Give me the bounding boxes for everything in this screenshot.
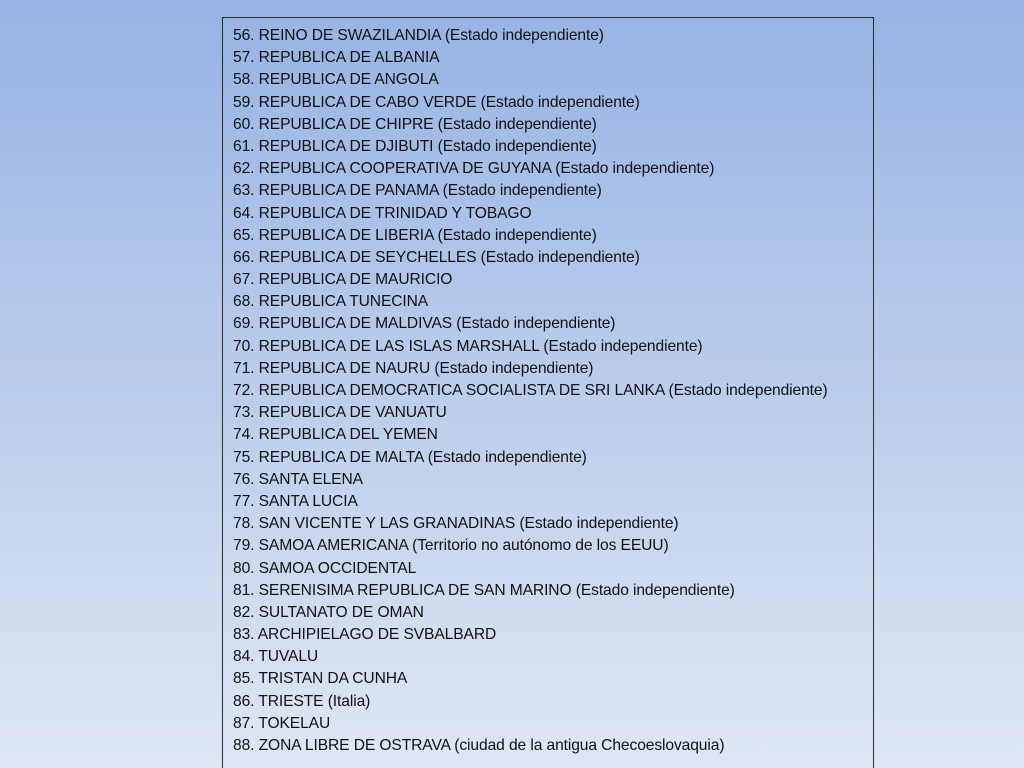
list-item: 84. TUVALU: [233, 648, 319, 666]
list-item: 77. SANTA LUCIA: [233, 492, 358, 510]
list-item: 68. REPUBLICA TUNECINA: [233, 293, 429, 311]
list-item: 71. REPUBLICA DE NAURU (Estado independiente): [233, 359, 594, 377]
list-item: 82. SULTANATO DE OMAN: [233, 603, 424, 621]
list-item: 57. REPUBLICA DE ALBANIA: [233, 49, 440, 67]
list-item: 74. REPUBLICA DEL YEMEN: [233, 426, 438, 444]
list-item: 79. SAMOA AMERICANA (Territorio no autónomo de los EEUU): [233, 537, 669, 555]
list-item: 88. ZONA LIBRE DE OSTRAVA (ciudad de la antigua Checoeslovaquia): [233, 737, 725, 754]
list-item: 59. REPUBLICA DE CABO VERDE (Estado independiente): [233, 93, 640, 111]
list-item: 62. REPUBLICA COOPERATIVA DE GUYANA (Estado independiente): [233, 160, 715, 178]
list-item: 81. SERENISIMA REPUBLICA DE SAN MARINO (Estado independiente): [233, 581, 735, 599]
content-box: [222, 17, 874, 768]
list-item: 69. REPUBLICA DE MALDIVAS (Estado independiente): [233, 315, 616, 333]
list-item: 64. REPUBLICA DE TRINIDAD Y TOBAGO: [233, 204, 532, 222]
list-item: 73. REPUBLICA DE VANUATU: [233, 404, 447, 422]
list-item: 70. REPUBLICA DE LAS ISLAS MARSHALL (Estado independiente): [233, 337, 703, 355]
list-item: 67. REPUBLICA DE MAURICIO: [233, 271, 453, 289]
list-item: 66. REPUBLICA DE SEYCHELLES (Estado independiente): [233, 248, 640, 266]
list-item: 60. REPUBLICA DE CHIPRE (Estado independiente): [233, 115, 597, 133]
list-item: 72. REPUBLICA DEMOCRATICA SOCIALISTA DE SRI LANKA (Estado independiente): [233, 382, 828, 399]
list-item: 61. REPUBLICA DE DJIBUTI (Estado independiente): [233, 137, 597, 155]
territory-list: [223, 18, 873, 757]
list-item: 86. TRIESTE (Italia): [233, 692, 371, 710]
list-item: 63. REPUBLICA DE PANAMA (Estado independiente): [233, 182, 602, 200]
list-item: 83. ARCHIPIELAGO DE SVBALBARD: [233, 626, 497, 644]
list-item: 76. SANTA ELENA: [233, 470, 363, 488]
list-item: 87. TOKELAU: [233, 714, 331, 732]
list-item: 80. SAMOA OCCIDENTAL: [233, 559, 417, 577]
list-item: 78. SAN VICENTE Y LAS GRANADINAS (Estado independiente): [233, 515, 679, 533]
list-item: 65. REPUBLICA DE LIBERIA (Estado independiente): [233, 226, 597, 244]
list-item: 75. REPUBLICA DE MALTA (Estado independiente): [233, 448, 587, 466]
list-item: 85. TRISTAN DA CUNHA: [233, 670, 408, 688]
list-item: 58. REPUBLICA DE ANGOLA: [233, 71, 439, 89]
list-item: 56. REINO DE SWAZILANDIA (Estado independiente): [233, 27, 604, 44]
